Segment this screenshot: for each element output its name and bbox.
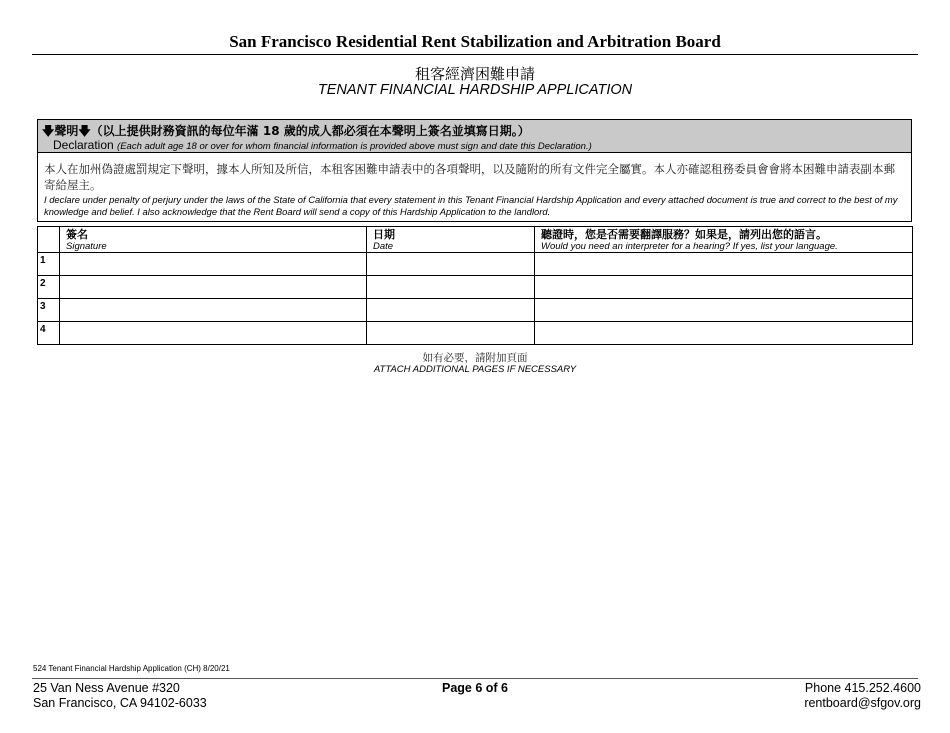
phone-number: Phone 415.252.4600 <box>804 681 921 695</box>
board-title: San Francisco Residential Rent Stabilization and Arbitration Board <box>229 32 721 51</box>
signature-field[interactable] <box>60 299 367 322</box>
declaration-heading-zh: 🡇聲明🡇（以上提供財務資訊的每位年滿 18 歲的成人都必須在本聲明上簽名並填寫日期。） <box>42 124 530 138</box>
table-row <box>38 299 913 322</box>
form-identifier: 524 Tenant Financial Hardship Application (CH) 8/20/21 <box>33 664 230 673</box>
date-field[interactable] <box>367 253 535 276</box>
row-number-header <box>38 227 60 253</box>
form-title-zh: 租客經濟困難申請 <box>414 65 535 83</box>
page-number: Page 6 of 6 <box>442 681 508 695</box>
interpreter-header-zh: 聽證時，您是否需要翻譯服務？如果是，請列出您的語言。 <box>541 228 827 241</box>
signature-field[interactable] <box>60 276 367 299</box>
row-number: 3 <box>38 299 60 322</box>
row-number: 4 <box>38 322 60 345</box>
interpreter-header-en: Would you need an interpreter for a hearing? If yes, list your language. <box>541 241 838 252</box>
signature-header-en: Signature <box>66 241 107 252</box>
footer-divider <box>32 678 918 679</box>
signature-table <box>37 226 913 345</box>
signature-field[interactable] <box>60 322 367 345</box>
interpreter-language-field[interactable] <box>535 322 913 345</box>
declaration-heading-en <box>53 138 592 152</box>
declaration-note: (Each adult age 18 or over for whom financial information is provided above must sign and date this Declaration.) <box>117 141 592 152</box>
date-header-zh: 日期 <box>373 228 395 241</box>
attach-pages-note-en: ATTACH ADDITIONAL PAGES IF NECESSARY <box>373 364 577 375</box>
footer-contact <box>804 681 921 711</box>
signature-field[interactable] <box>60 253 367 276</box>
title-divider <box>32 54 918 55</box>
date-header-en: Date <box>373 241 394 252</box>
address-line-2: San Francisco, CA 94102-6033 <box>33 696 207 710</box>
interpreter-column-header <box>535 227 913 253</box>
date-column-header <box>367 227 535 253</box>
date-field[interactable] <box>367 299 535 322</box>
address-line-1: 25 Van Ness Avenue #320 <box>33 681 180 695</box>
form-title-en: TENANT FINANCIAL HARDSHIP APPLICATION <box>317 82 633 98</box>
email-address[interactable]: rentboard@sfgov.org <box>804 696 921 710</box>
declaration-label: Declaration <box>53 138 114 152</box>
declaration-text-en: I declare under penalty of perjury under the laws of the State of California that every statement in this Tenant Financial Hardship Application and every attached document is true and correct to the best of my knowledge and belief. I also acknowledge that the Rent Board will send a copy of this Hardship Application to the landlord. <box>44 194 898 217</box>
table-row <box>38 322 913 345</box>
table-row <box>38 253 913 276</box>
signature-table-header <box>38 227 913 253</box>
interpreter-language-field[interactable] <box>535 299 913 322</box>
date-field[interactable] <box>367 276 535 299</box>
date-field[interactable] <box>367 322 535 345</box>
attach-pages-note-zh: 如有必要，請附加頁面 <box>422 352 528 364</box>
table-row <box>38 276 913 299</box>
declaration-text-zh: 本人在加州偽證處罰規定下聲明，據本人所知及所信，本租客困難申請表中的各項聲明，以及隨附的所有文件完全屬實。本人亦確認租務委員會會將本困難申請表副本郵寄給屋主。 <box>44 162 895 192</box>
interpreter-language-field[interactable] <box>535 276 913 299</box>
signature-header-zh: 簽名 <box>66 228 88 241</box>
row-number: 1 <box>38 253 60 276</box>
declaration-section <box>37 119 912 222</box>
interpreter-language-field[interactable] <box>535 253 913 276</box>
declaration-header <box>38 120 911 153</box>
declaration-body <box>38 153 911 217</box>
row-number: 2 <box>38 276 60 299</box>
signature-column-header <box>60 227 367 253</box>
